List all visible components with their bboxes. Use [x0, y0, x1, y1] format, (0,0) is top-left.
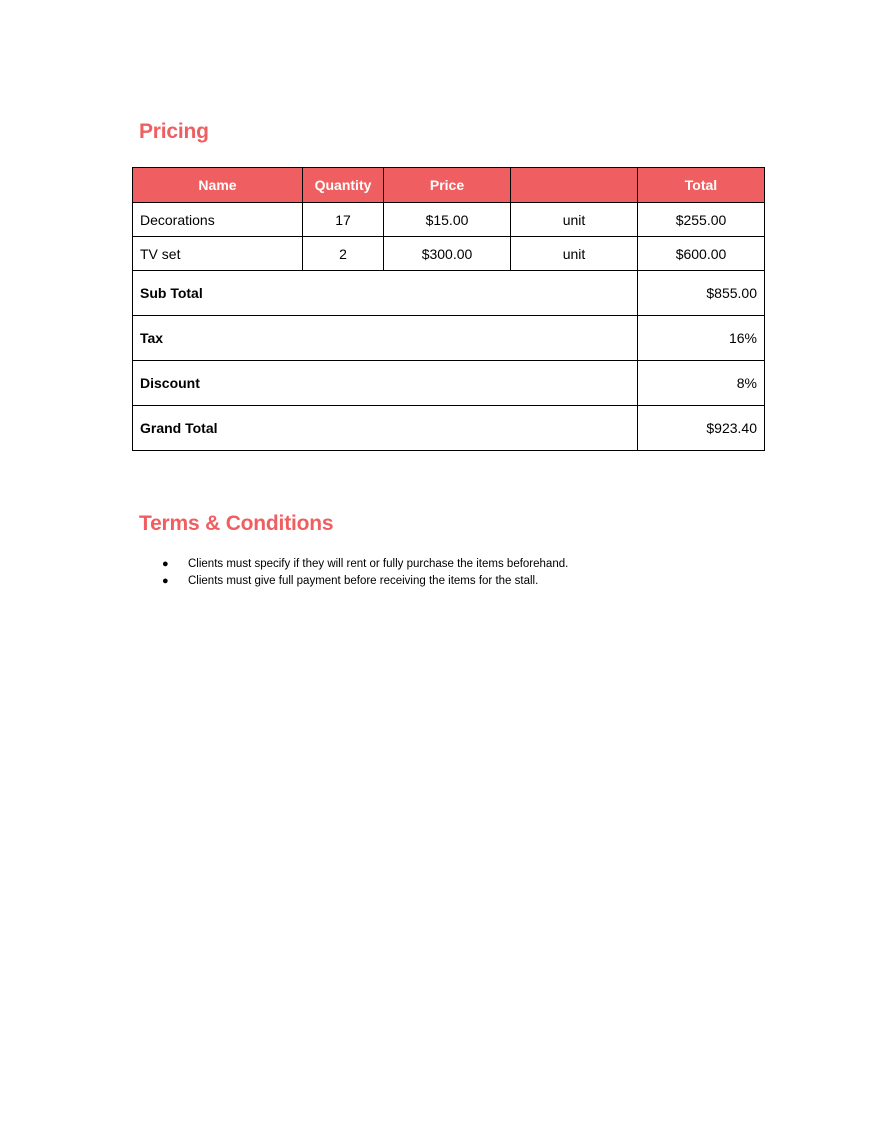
bullet-icon: ●	[162, 558, 169, 570]
column-header-name: Name	[133, 168, 303, 203]
column-header-quantity: Quantity	[303, 168, 384, 203]
summary-label: Sub Total	[133, 271, 638, 316]
item-quantity: 17	[303, 203, 384, 237]
pricing-table	[132, 167, 765, 451]
summary-value: $923.40	[638, 406, 765, 451]
summary-row-grand-total	[133, 406, 765, 451]
summary-label: Tax	[133, 316, 638, 361]
item-unit: unit	[511, 237, 638, 271]
table-row	[133, 203, 765, 237]
terms-heading: Terms & Conditions	[139, 512, 334, 535]
summary-row-subtotal	[133, 271, 765, 316]
summary-value: 8%	[638, 361, 765, 406]
column-header-unit	[511, 168, 638, 203]
column-header-total: Total	[638, 168, 765, 203]
item-total: $255.00	[638, 203, 765, 237]
item-price: $15.00	[384, 203, 511, 237]
term-text: Clients must give full payment before receiving the items for the stall.	[188, 575, 539, 587]
terms-list	[162, 556, 568, 590]
item-quantity: 2	[303, 237, 384, 271]
table-row	[133, 237, 765, 271]
summary-label: Discount	[133, 361, 638, 406]
item-total: $600.00	[638, 237, 765, 271]
column-header-price: Price	[384, 168, 511, 203]
pricing-heading: Pricing	[139, 120, 209, 143]
list-item	[162, 573, 568, 590]
summary-label: Grand Total	[133, 406, 638, 451]
summary-value: 16%	[638, 316, 765, 361]
summary-row-discount	[133, 361, 765, 406]
item-unit: unit	[511, 203, 638, 237]
item-name: TV set	[133, 237, 303, 271]
list-item	[162, 556, 568, 573]
summary-value: $855.00	[638, 271, 765, 316]
item-price: $300.00	[384, 237, 511, 271]
item-name: Decorations	[133, 203, 303, 237]
term-text: Clients must specify if they will rent or fully purchase the items beforehand.	[188, 558, 569, 570]
pricing-header-row	[133, 168, 765, 203]
bullet-icon: ●	[162, 575, 169, 587]
summary-row-tax	[133, 316, 765, 361]
